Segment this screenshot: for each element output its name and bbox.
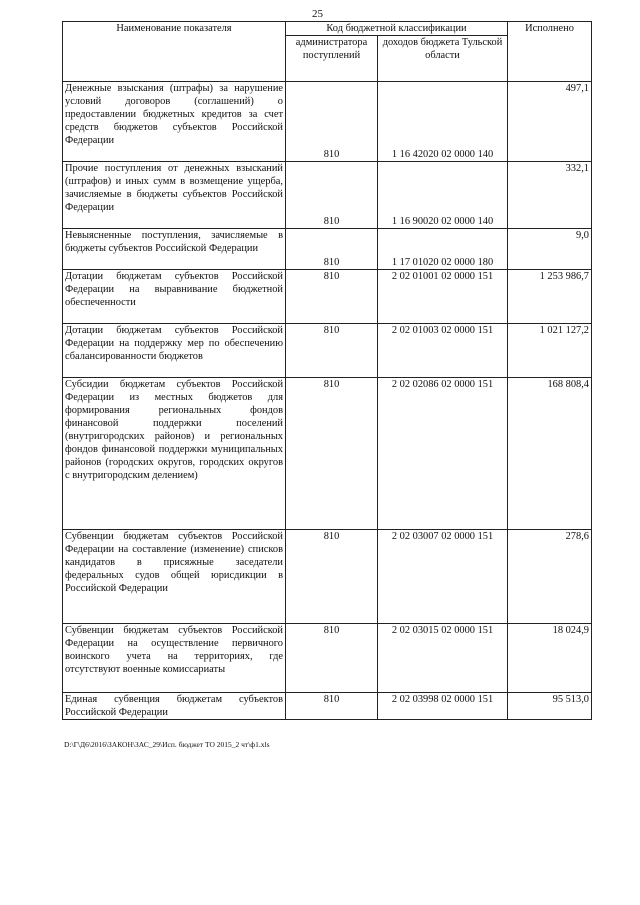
row-revenue-code: 2 02 03998 02 0000 151 bbox=[378, 693, 508, 720]
row-amount: 497,1 bbox=[508, 82, 592, 162]
row-admin-code: 810 bbox=[286, 162, 378, 229]
row-name: Субсидии бюджетам субъектов Российской Федерации из местных бюджетов для формирования региональных фондов финансовой поддержки поселений (внутригородских районов) и региональных фондов финансовой поддержки муниципальных районов (городских округов, городских округов с внутригородским делением) bbox=[63, 378, 286, 530]
budget-table bbox=[62, 21, 592, 720]
row-admin-code: 810 bbox=[286, 324, 378, 378]
table-row bbox=[63, 162, 592, 229]
table-row bbox=[63, 530, 592, 624]
table-row bbox=[63, 270, 592, 324]
row-admin-code: 810 bbox=[286, 624, 378, 693]
row-amount: 278,6 bbox=[508, 530, 592, 624]
row-revenue-code: 2 02 01003 02 0000 151 bbox=[378, 324, 508, 378]
row-amount: 9,0 bbox=[508, 229, 592, 270]
row-name: Прочие поступления от денежных взысканий (штрафов) и иных сумм в возмещение ущерба, зачисляемые в бюджеты субъектов Российской Федерации bbox=[63, 162, 286, 229]
row-admin-code: 810 bbox=[286, 693, 378, 720]
header-revenue: доходов бюджета Тульской области bbox=[378, 36, 508, 82]
table-row bbox=[63, 693, 592, 720]
row-revenue-code: 1 17 01020 02 0000 180 bbox=[378, 229, 508, 270]
header-indicator: Наименование показателя bbox=[63, 22, 286, 82]
row-revenue-code: 2 02 03015 02 0000 151 bbox=[378, 624, 508, 693]
row-amount: 95 513,0 bbox=[508, 693, 592, 720]
header-code-group: Код бюджетной классификации bbox=[286, 22, 508, 36]
row-revenue-code: 2 02 01001 02 0000 151 bbox=[378, 270, 508, 324]
row-admin-code: 810 bbox=[286, 530, 378, 624]
row-name: Субвенции бюджетам субъектов Российской Федерации на осуществление первичного воинского учета на территориях, где отсутствуют военные комиссариаты bbox=[63, 624, 286, 693]
row-name: Дотации бюджетам субъектов Российской Федерации на поддержку мер по обеспечению сбалансированности бюджетов bbox=[63, 324, 286, 378]
table-row bbox=[63, 624, 592, 693]
row-revenue-code: 1 16 42020 02 0000 140 bbox=[378, 82, 508, 162]
row-name: Дотации бюджетам субъектов Российской Федерации на выравнивание бюджетной обеспеченности bbox=[63, 270, 286, 324]
header-executed: Исполнено bbox=[508, 22, 592, 82]
row-name: Невыясненные поступления, зачисляемые в бюджеты субъектов Российской Федерации bbox=[63, 229, 286, 270]
table-row bbox=[63, 378, 592, 530]
page-number: 25 bbox=[312, 8, 323, 20]
table-row bbox=[63, 324, 592, 378]
row-amount: 1 253 986,7 bbox=[508, 270, 592, 324]
row-admin-code: 810 bbox=[286, 82, 378, 162]
row-amount: 332,1 bbox=[508, 162, 592, 229]
row-amount: 1 021 127,2 bbox=[508, 324, 592, 378]
row-name: Единая субвенция бюджетам субъектов Российской Федерации bbox=[63, 693, 286, 720]
row-revenue-code: 2 02 02086 02 0000 151 bbox=[378, 378, 508, 530]
row-admin-code: 810 bbox=[286, 378, 378, 530]
row-revenue-code: 1 16 90020 02 0000 140 bbox=[378, 162, 508, 229]
table-row bbox=[63, 82, 592, 162]
row-name: Субвенции бюджетам субъектов Российской Федерации на составление (изменение) списков кандидатов в присяжные заседатели федеральных судов общей юрисдикции в Российской Федерации bbox=[63, 530, 286, 624]
row-revenue-code: 2 02 03007 02 0000 151 bbox=[378, 530, 508, 624]
table-row bbox=[63, 229, 592, 270]
row-name: Денежные взыскания (штрафы) за нарушение условий договоров (соглашений) о предоставлении бюджетных кредитов за счет средств бюджетов субъектов Российской Федерации bbox=[63, 82, 286, 162]
row-admin-code: 810 bbox=[286, 270, 378, 324]
row-amount: 168 808,4 bbox=[508, 378, 592, 530]
header-admin: администратора поступлений bbox=[286, 36, 378, 82]
file-path-footer: D:\Г\Д6\2016\ЗАКОН\ЗАС_29\Исп. бюджет ТО 2015_2 чт\ф1.xls bbox=[64, 740, 270, 749]
row-admin-code: 810 bbox=[286, 229, 378, 270]
row-amount: 18 024,9 bbox=[508, 624, 592, 693]
